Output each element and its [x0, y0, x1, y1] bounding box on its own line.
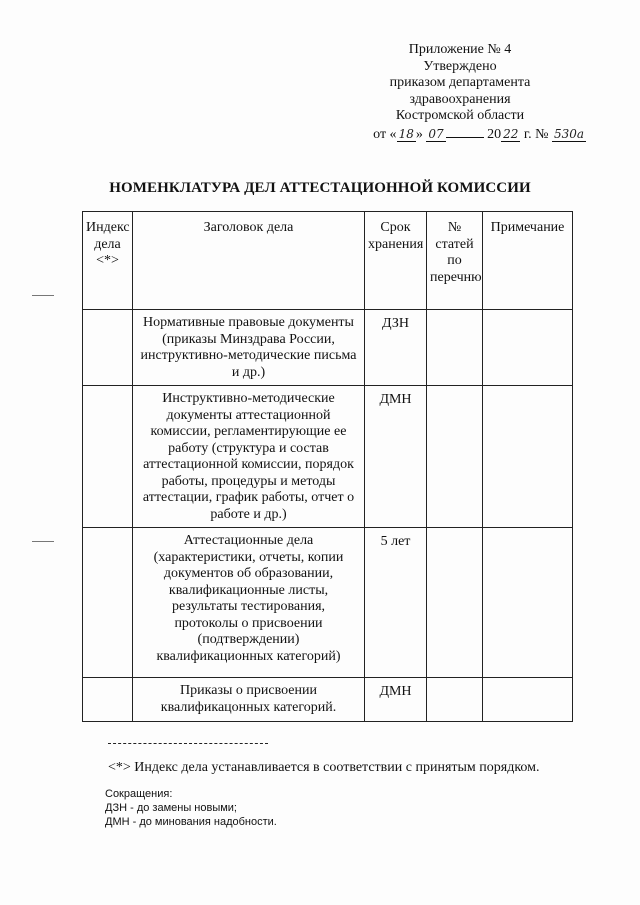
order-date-line	[330, 125, 590, 144]
row-index	[83, 386, 133, 528]
order-month: 07	[428, 126, 444, 141]
row-index	[83, 528, 133, 678]
table-row	[83, 386, 573, 528]
header-index: Индекс дела <*>	[83, 212, 133, 310]
approval-line-2: здравоохранения	[409, 91, 511, 107]
abbreviations-heading: Сокращения:	[105, 788, 173, 800]
document-title: НОМЕНКЛАТУРА ДЕЛ АТТЕСТАЦИОННОЙ КОМИССИИ	[109, 180, 531, 196]
abbreviations-block	[105, 787, 277, 829]
row-title: Инструктивно-методические документы аттестационной комиссии, регламентирующие ее работу (структура и состав аттестационной комиссии, порядок работы, процедуры и методы аттестации, график работы, отчет о работе и др.)	[133, 386, 365, 528]
header-term: Срок хранения	[365, 212, 427, 310]
row-note	[483, 678, 573, 722]
month-blank	[446, 125, 484, 138]
row-article-number	[427, 528, 483, 678]
header-article-number: № статей по перечню	[427, 212, 483, 310]
footnote-separator	[108, 743, 268, 744]
table-row	[83, 310, 573, 386]
order-number: 530а	[553, 126, 584, 141]
from-prefix: от «	[373, 126, 397, 142]
row-article-number	[427, 678, 483, 722]
row-note	[483, 386, 573, 528]
abbreviation-item: ДЗН - до замены новыми;	[105, 802, 237, 814]
order-day: 18	[398, 126, 414, 141]
row-title: Нормативные правовые документы (приказы Минздрава России, инструктивно-методические письма и др.)	[133, 310, 365, 386]
row-term: ДЗН	[365, 310, 427, 386]
table-header-row	[83, 212, 573, 310]
row-article-number	[427, 386, 483, 528]
row-term: ДМН	[365, 386, 427, 528]
footnote-text: <*> Индекс дела устанавливается в соответствии с принятым порядком.	[108, 760, 540, 775]
table-row	[83, 678, 573, 722]
row-title: Приказы о присвоении квалификацонных категорий.	[133, 678, 365, 722]
row-note	[483, 528, 573, 678]
row-title: Аттестационные дела (характеристики, отчеты, копии документов об образовании, квалификационные листы, результаты тестирования, протоколы о присвоении (подтверждении) квалификационных категорий)	[133, 528, 365, 678]
appendix-number: Приложение № 4	[408, 42, 512, 57]
quote-close: »	[415, 126, 423, 142]
year-prefix: 20	[487, 126, 502, 142]
approval-line-1: приказом департамента	[389, 75, 531, 90]
table-row	[83, 528, 573, 678]
scan-mark-bottom	[32, 541, 54, 542]
row-term: ДМН	[365, 678, 427, 722]
header-note: Примечание	[483, 212, 573, 310]
approved-label: Утверждено	[423, 58, 497, 74]
nomenclature-table	[82, 211, 573, 722]
approval-block	[330, 42, 590, 143]
row-index	[83, 310, 133, 386]
year-postfix: г. №	[520, 126, 552, 142]
row-note	[483, 310, 573, 386]
approval-line-3: Костромской области	[395, 108, 525, 123]
scan-mark-top	[32, 295, 54, 296]
abbreviation-item: ДМН - до минования надобности.	[105, 816, 277, 828]
order-year: 22	[503, 126, 519, 141]
row-term: 5 лет	[365, 528, 427, 678]
header-title: Заголовок дела	[133, 212, 365, 310]
row-index	[83, 678, 133, 722]
row-article-number	[427, 310, 483, 386]
